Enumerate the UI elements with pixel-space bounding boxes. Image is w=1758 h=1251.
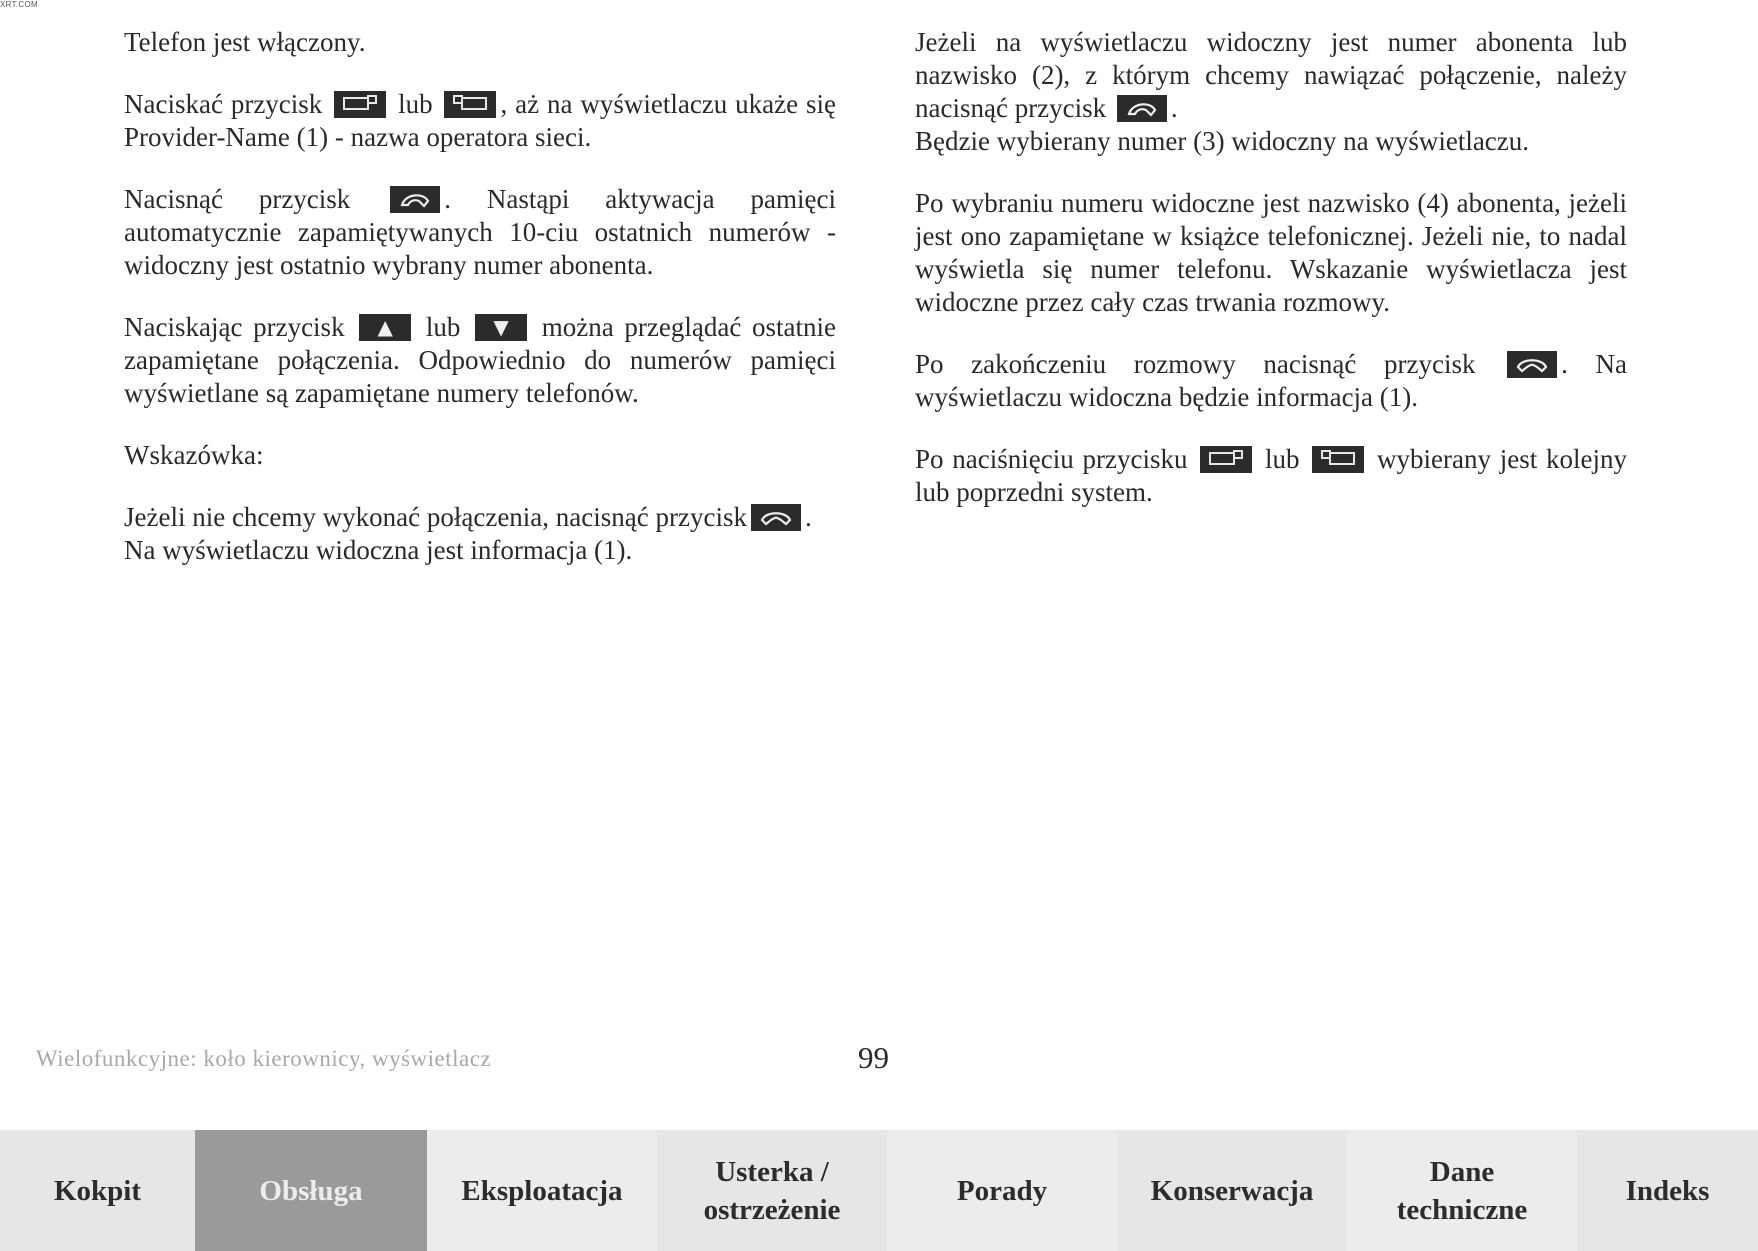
tab-usterka-ostrzezenie[interactable]: Usterka / ostrzeżenie (703, 1155, 841, 1226)
end-call-phone-icon (751, 504, 801, 531)
tab-kokpit[interactable]: Kokpit (53, 1174, 142, 1207)
paragraph-end-call: Po zakończeniu rozmowy nacisnąć przycisk . Na wyświetlaczu widoczna będzie informacja (1). (915, 349, 1627, 412)
paragraph-phone-on: Telefon jest włączony. (124, 27, 366, 57)
arrow-up-button-icon: ▲ (359, 314, 411, 341)
display-next-button-icon (1312, 446, 1364, 473)
tab-konserwacja[interactable]: Konserwacja (1150, 1174, 1314, 1207)
tab-indeks[interactable]: Indeks (1625, 1174, 1710, 1207)
section-tab-bar (0, 1130, 1758, 1251)
paragraph-provider-name: Naciskać przycisk lub , aż na wyświetlaczu ukaże się Provider-Name (1) - nazwa operatora sieci. (124, 89, 837, 152)
paragraph-cancel-call: Jeżeli nie chcemy wykonać połączenia, nacisnąć przycisk . Na wyświetlaczu widoczna jest informacja (1). (124, 502, 812, 565)
left-column (124, 26, 836, 567)
display-prev-button-icon (334, 91, 386, 118)
paragraph-hint-label: Wskazówka: (124, 440, 264, 470)
tab-obsluga[interactable]: Obsługa (195, 1130, 427, 1251)
end-call-phone-icon (1507, 351, 1557, 378)
display-next-button-icon (444, 91, 496, 118)
tab-eksploatacja[interactable]: Eksploatacja (427, 1130, 657, 1251)
page-number: 99 (858, 1040, 889, 1075)
display-prev-button-icon (1200, 446, 1252, 473)
paragraph-dial-contact: Jeżeli na wyświetlaczu widoczny jest numer abonenta lub nazwisko (2), z którym chcemy nawiązać połączenie, należy nacisnąć przycisk . Będzie wybierany numer (3) widoczny na wyświetlaczu. (915, 27, 1627, 156)
right-column (915, 26, 1627, 509)
watermark: XRT.COM (0, 0, 38, 9)
tab-porady[interactable]: Porady (887, 1130, 1117, 1251)
paragraph-activate-memory: Nacisnąć przycisk . Nastąpi aktywacja pamięci automatycznie zapamiętywanych 10-ciu ostatnich numerów - widoczny jest ostatnio wybrany numer abonenta. (124, 184, 836, 280)
section-title: Wielofunkcyjne: koło kierownicy, wyświetlacz (36, 1046, 492, 1071)
paragraph-browse-calls: Naciskając przycisk ▲ lub ▼ można przeglądać ostatnie zapamiętane połączenia. Odpowiednio do numerów pamięci wyświetlane są zapamiętane numery telefonów. (124, 312, 836, 408)
paragraph-after-dial: Po wybraniu numeru widoczne jest nazwisko (4) abonenta, jeżeli jest ono zapamiętane w książce telefonicznej. Jeżeli nie, to nadal wyświetla się numer telefonu. Wskazanie wyświetlacza jest widoczne przez cały czas trwania rozmowy. (915, 188, 1627, 317)
tab-dane-techniczne[interactable]: Dane techniczne (1347, 1130, 1577, 1251)
paragraph-next-system: Po naciśnięciu przycisku lub wybierany jest kolejny lub poprzedni system. (915, 444, 1628, 507)
arrow-down-button-icon: ▼ (475, 314, 527, 341)
call-phone-icon (390, 186, 440, 213)
call-phone-icon (1117, 95, 1167, 122)
